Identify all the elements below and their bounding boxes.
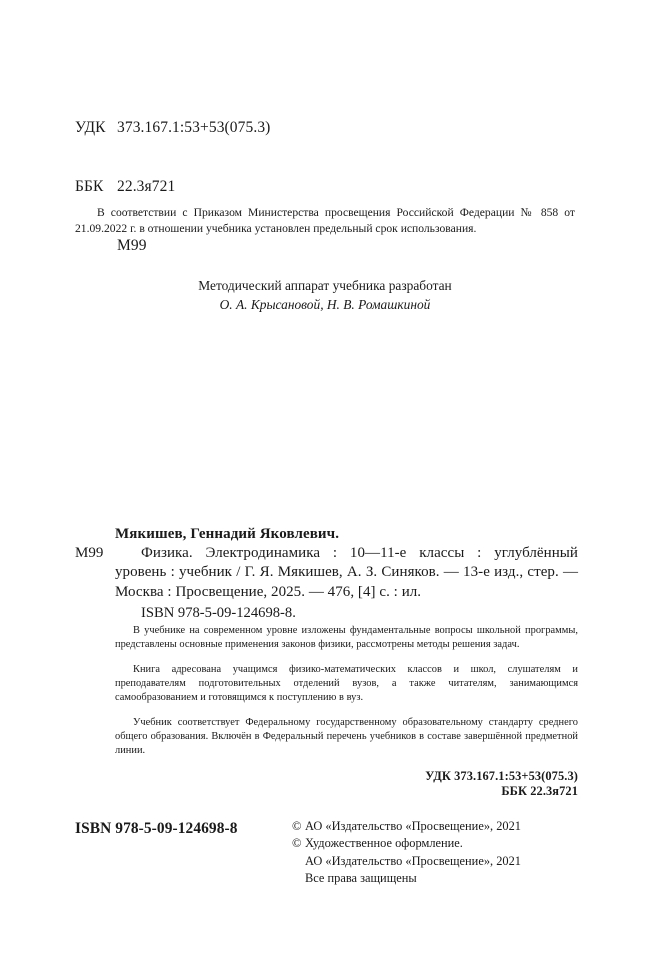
annotation-paragraph-1: В учебнике на современном уровне изложены фундаментальные вопросы школьной программы, представлены основные применения законов физики, рассмотрены методы решения задач. xyxy=(115,625,578,651)
udk-row xyxy=(75,118,270,138)
methodical-apparatus-block xyxy=(75,276,575,314)
record-bbk-line: ББК 22.3я721 xyxy=(501,784,578,799)
copyright-line-4 xyxy=(292,870,521,887)
udk-label: УДК xyxy=(75,119,106,137)
copyright-block xyxy=(292,818,521,888)
annotation-paragraph-3: Учебник соответствует Федеральному государственному образовательному стандарту среднего общего образования. Включён в Федеральный перечень учебников в составе завершённой предметной линии. xyxy=(115,717,578,757)
shelfmark-row xyxy=(75,236,270,256)
bibliographic-record xyxy=(75,524,580,800)
copyright-icon: © xyxy=(292,819,302,833)
annotation-paragraph-2: Книга адресована учащимся физико-математических классов и школ, слушателям и преподавателям подготовительных отделений вузов, а также читателям, занимающимся самообразованием и готовящимся к поступлению в вуз. xyxy=(115,664,578,704)
record-author: Мякишев, Геннадий Яковлевич. xyxy=(115,526,340,542)
record-isbn: ISBN 978-5-09-124698-8. xyxy=(141,605,296,622)
record-body xyxy=(115,524,578,800)
record-shelfmark: М99 xyxy=(75,545,104,561)
copyright-icon-2: © xyxy=(292,836,302,851)
shelfmark-value: М99 xyxy=(117,236,147,254)
copyright-line-4-text: Все права защищены xyxy=(305,871,417,886)
bottom-isbn: ISBN 978-5-09-124698-8 xyxy=(75,820,238,837)
bbk-value: 22.3я721 xyxy=(117,177,176,195)
copyright-line-2-text: Художественное оформление. xyxy=(305,836,463,851)
copyright-line-3 xyxy=(292,853,521,870)
ministry-order-note: В соответствии с Приказом Министерства просвещения Российской Федерации № 858 от 21.09.2022 г. в отношении учебника установлен предельный срок использования. xyxy=(75,205,575,235)
bbk-label: ББК xyxy=(75,177,104,195)
bbk-row xyxy=(75,177,270,197)
methodical-apparatus-authors: О. А. Крысановой, Н. В. Ромашкиной xyxy=(219,297,431,312)
record-udk-line: УДК 373.167.1:53+53(075.3) xyxy=(425,769,578,784)
copyright-line-1-text: АО «Издательство «Просвещение», 2021 xyxy=(305,819,521,833)
udk-value: 373.167.1:53+53(075.3) xyxy=(117,119,271,137)
methodical-apparatus-heading: Методический аппарат учебника разработан xyxy=(198,278,452,293)
copyright-line-2 xyxy=(292,835,521,852)
classification-block xyxy=(75,79,270,295)
copyright-line-3-text: АО «Издательство «Просвещение», 2021 xyxy=(305,853,521,868)
record-title: Физика. Электродинамика : 10—11-е классы : углублённый уровень : учебник / Г. Я. Мякишев, А. З. Синяков. — 13-е изд., стер. — Москва : Просвещение, 2025. — 476, [4] с. : ил. xyxy=(115,545,578,600)
record-udk-bbk xyxy=(115,769,578,800)
copyright-line-1 xyxy=(292,818,521,835)
